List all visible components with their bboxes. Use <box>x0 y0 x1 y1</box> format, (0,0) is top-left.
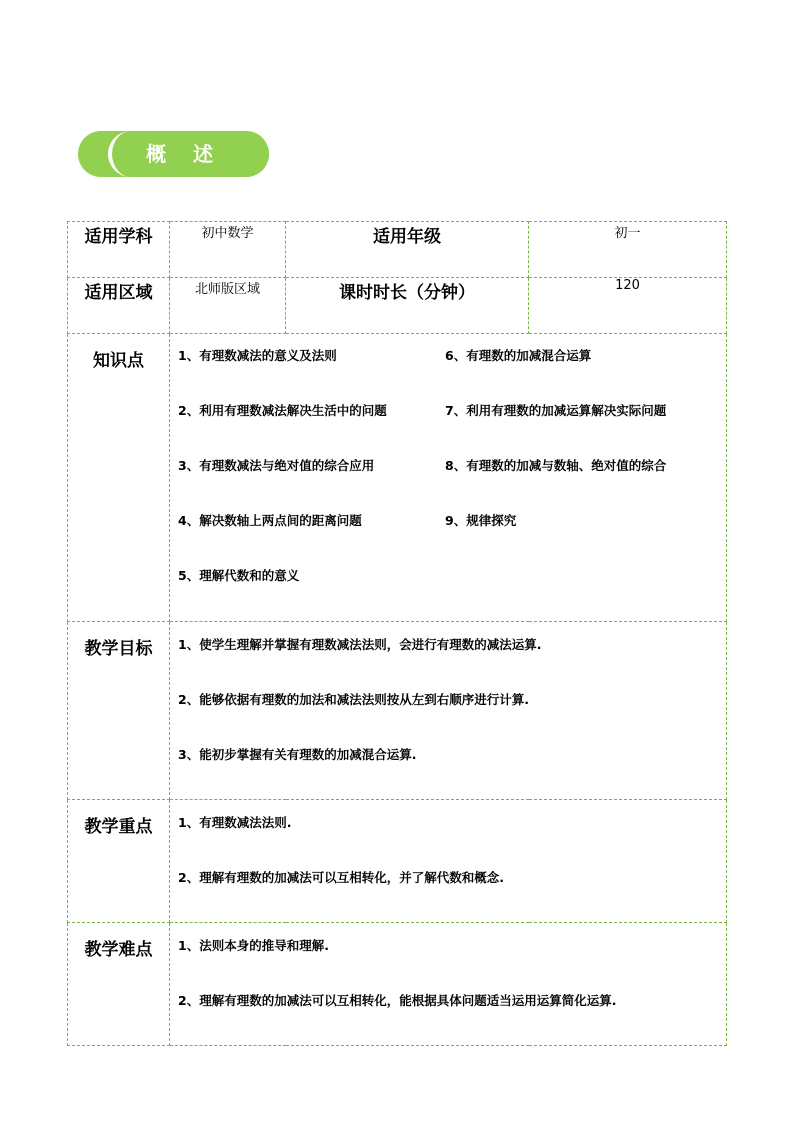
goal-item: 1、使学生理解并掌握有理数减法法则，会进行有理数的减法运算. <box>178 637 542 652</box>
difficulty-item: 1、法则本身的推导和理解. <box>178 938 329 953</box>
grade-label: 适用年级 <box>286 222 529 278</box>
table-row-region <box>68 278 727 334</box>
table-row-goals <box>68 622 727 800</box>
knowledge-body <box>170 334 727 622</box>
grade-value: 初一 <box>529 222 727 278</box>
knowledge-item: 5、理解代数和的意义 <box>178 568 300 583</box>
knowledge-item: 1、有理数减法的意义及法则 <box>178 348 337 363</box>
goals-label: 教学目标 <box>68 622 170 800</box>
key-points-label: 教学重点 <box>68 800 170 923</box>
difficulties-label: 教学难点 <box>68 923 170 1046</box>
duration-value: 120 <box>529 278 727 334</box>
table-row-key-points <box>68 800 727 923</box>
knowledge-item: 4、解决数轴上两点间的距离问题 <box>178 513 362 528</box>
knowledge-item: 3、有理数减法与绝对值的综合应用 <box>178 458 375 473</box>
difficulty-item: 2、理解有理数的加减法可以互相转化，能根据具体问题适当运用运算简化运算. <box>178 993 617 1008</box>
subject-label: 适用学科 <box>68 222 170 278</box>
goals-body <box>170 622 727 800</box>
knowledge-item: 8、有理数的加减与数轴、绝对值的综合 <box>445 458 667 473</box>
section-title: 概 述 <box>146 142 223 166</box>
goal-item: 2、能够依据有理数的加法和减法法则按从左到右顺序进行计算. <box>178 692 529 707</box>
region-label: 适用区域 <box>68 278 170 334</box>
goal-item: 3、能初步掌握有关有理数的加减混合运算. <box>178 747 417 762</box>
key-points-body <box>170 800 727 923</box>
knowledge-label: 知识点 <box>68 334 170 622</box>
subject-value: 初中数学 <box>170 222 286 278</box>
key-point-item: 2、理解有理数的加减法可以互相转化，并了解代数和概念. <box>178 870 504 885</box>
knowledge-item: 2、利用有理数减法解决生活中的问题 <box>178 403 387 418</box>
knowledge-item: 6、有理数的加减混合运算 <box>445 348 592 363</box>
region-value: 北师版区域 <box>170 278 286 334</box>
table-row-subject <box>68 222 727 278</box>
difficulties-body <box>170 923 727 1046</box>
overview-table <box>67 221 727 1046</box>
key-point-item: 1、有理数减法法则. <box>178 815 292 830</box>
knowledge-item: 7、利用有理数的加减运算解决实际问题 <box>445 403 667 418</box>
duration-label: 课时时长（分钟） <box>286 278 529 334</box>
table-row-knowledge <box>68 334 727 622</box>
knowledge-item: 9、规律探究 <box>445 513 517 528</box>
table-row-difficulties <box>68 923 727 1046</box>
